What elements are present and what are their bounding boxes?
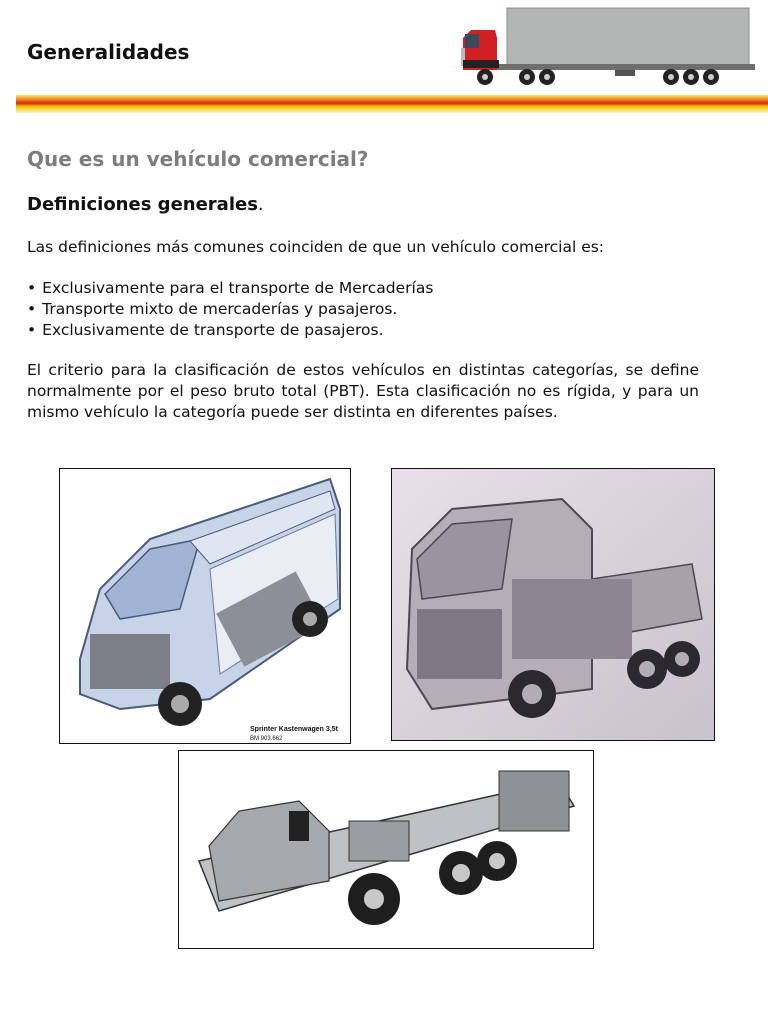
sub-heading-suffix: . — [257, 194, 264, 215]
bullet-list — [27, 278, 433, 341]
truck-illustration — [455, 4, 755, 90]
van-caption-line1: Sprinter Kastenwagen 3,5t — [250, 726, 338, 733]
bullet-item: • Exclusivamente de transporte de pasajeros. — [27, 320, 433, 341]
bullet-item: • Exclusivamente para el transporte de Mercaderías — [27, 278, 433, 299]
truck-cab-illustration — [392, 469, 714, 740]
bullet-item: • Transporte mixto de mercaderías y pasajeros. — [27, 299, 433, 320]
van-caption-line2: BM 903.662 — [250, 736, 283, 742]
section-heading: Que es un vehículo comercial? — [27, 147, 369, 171]
intro-text: Las definiciones más comunes coinciden de que un vehículo comercial es: — [27, 238, 605, 256]
header-stripe — [16, 95, 768, 113]
van-cutaway-image — [59, 468, 351, 744]
bus-chassis-image — [178, 750, 594, 949]
van-illustration — [60, 469, 350, 743]
bus-chassis-illustration — [179, 751, 593, 948]
sub-heading-text: Definiciones generales — [27, 194, 258, 215]
sub-heading — [27, 194, 264, 215]
truck-cab-cutaway-image — [391, 468, 715, 741]
page-title: Generalidades — [27, 40, 190, 64]
classification-paragraph: El criterio para la clasificación de estos vehículos en distintas categorías, se define normalmente por el peso bruto total (PBT). Esta clasificación no es rígida, y para un mismo vehículo la categoría puede ser distinta en diferentes países. — [27, 361, 699, 421]
